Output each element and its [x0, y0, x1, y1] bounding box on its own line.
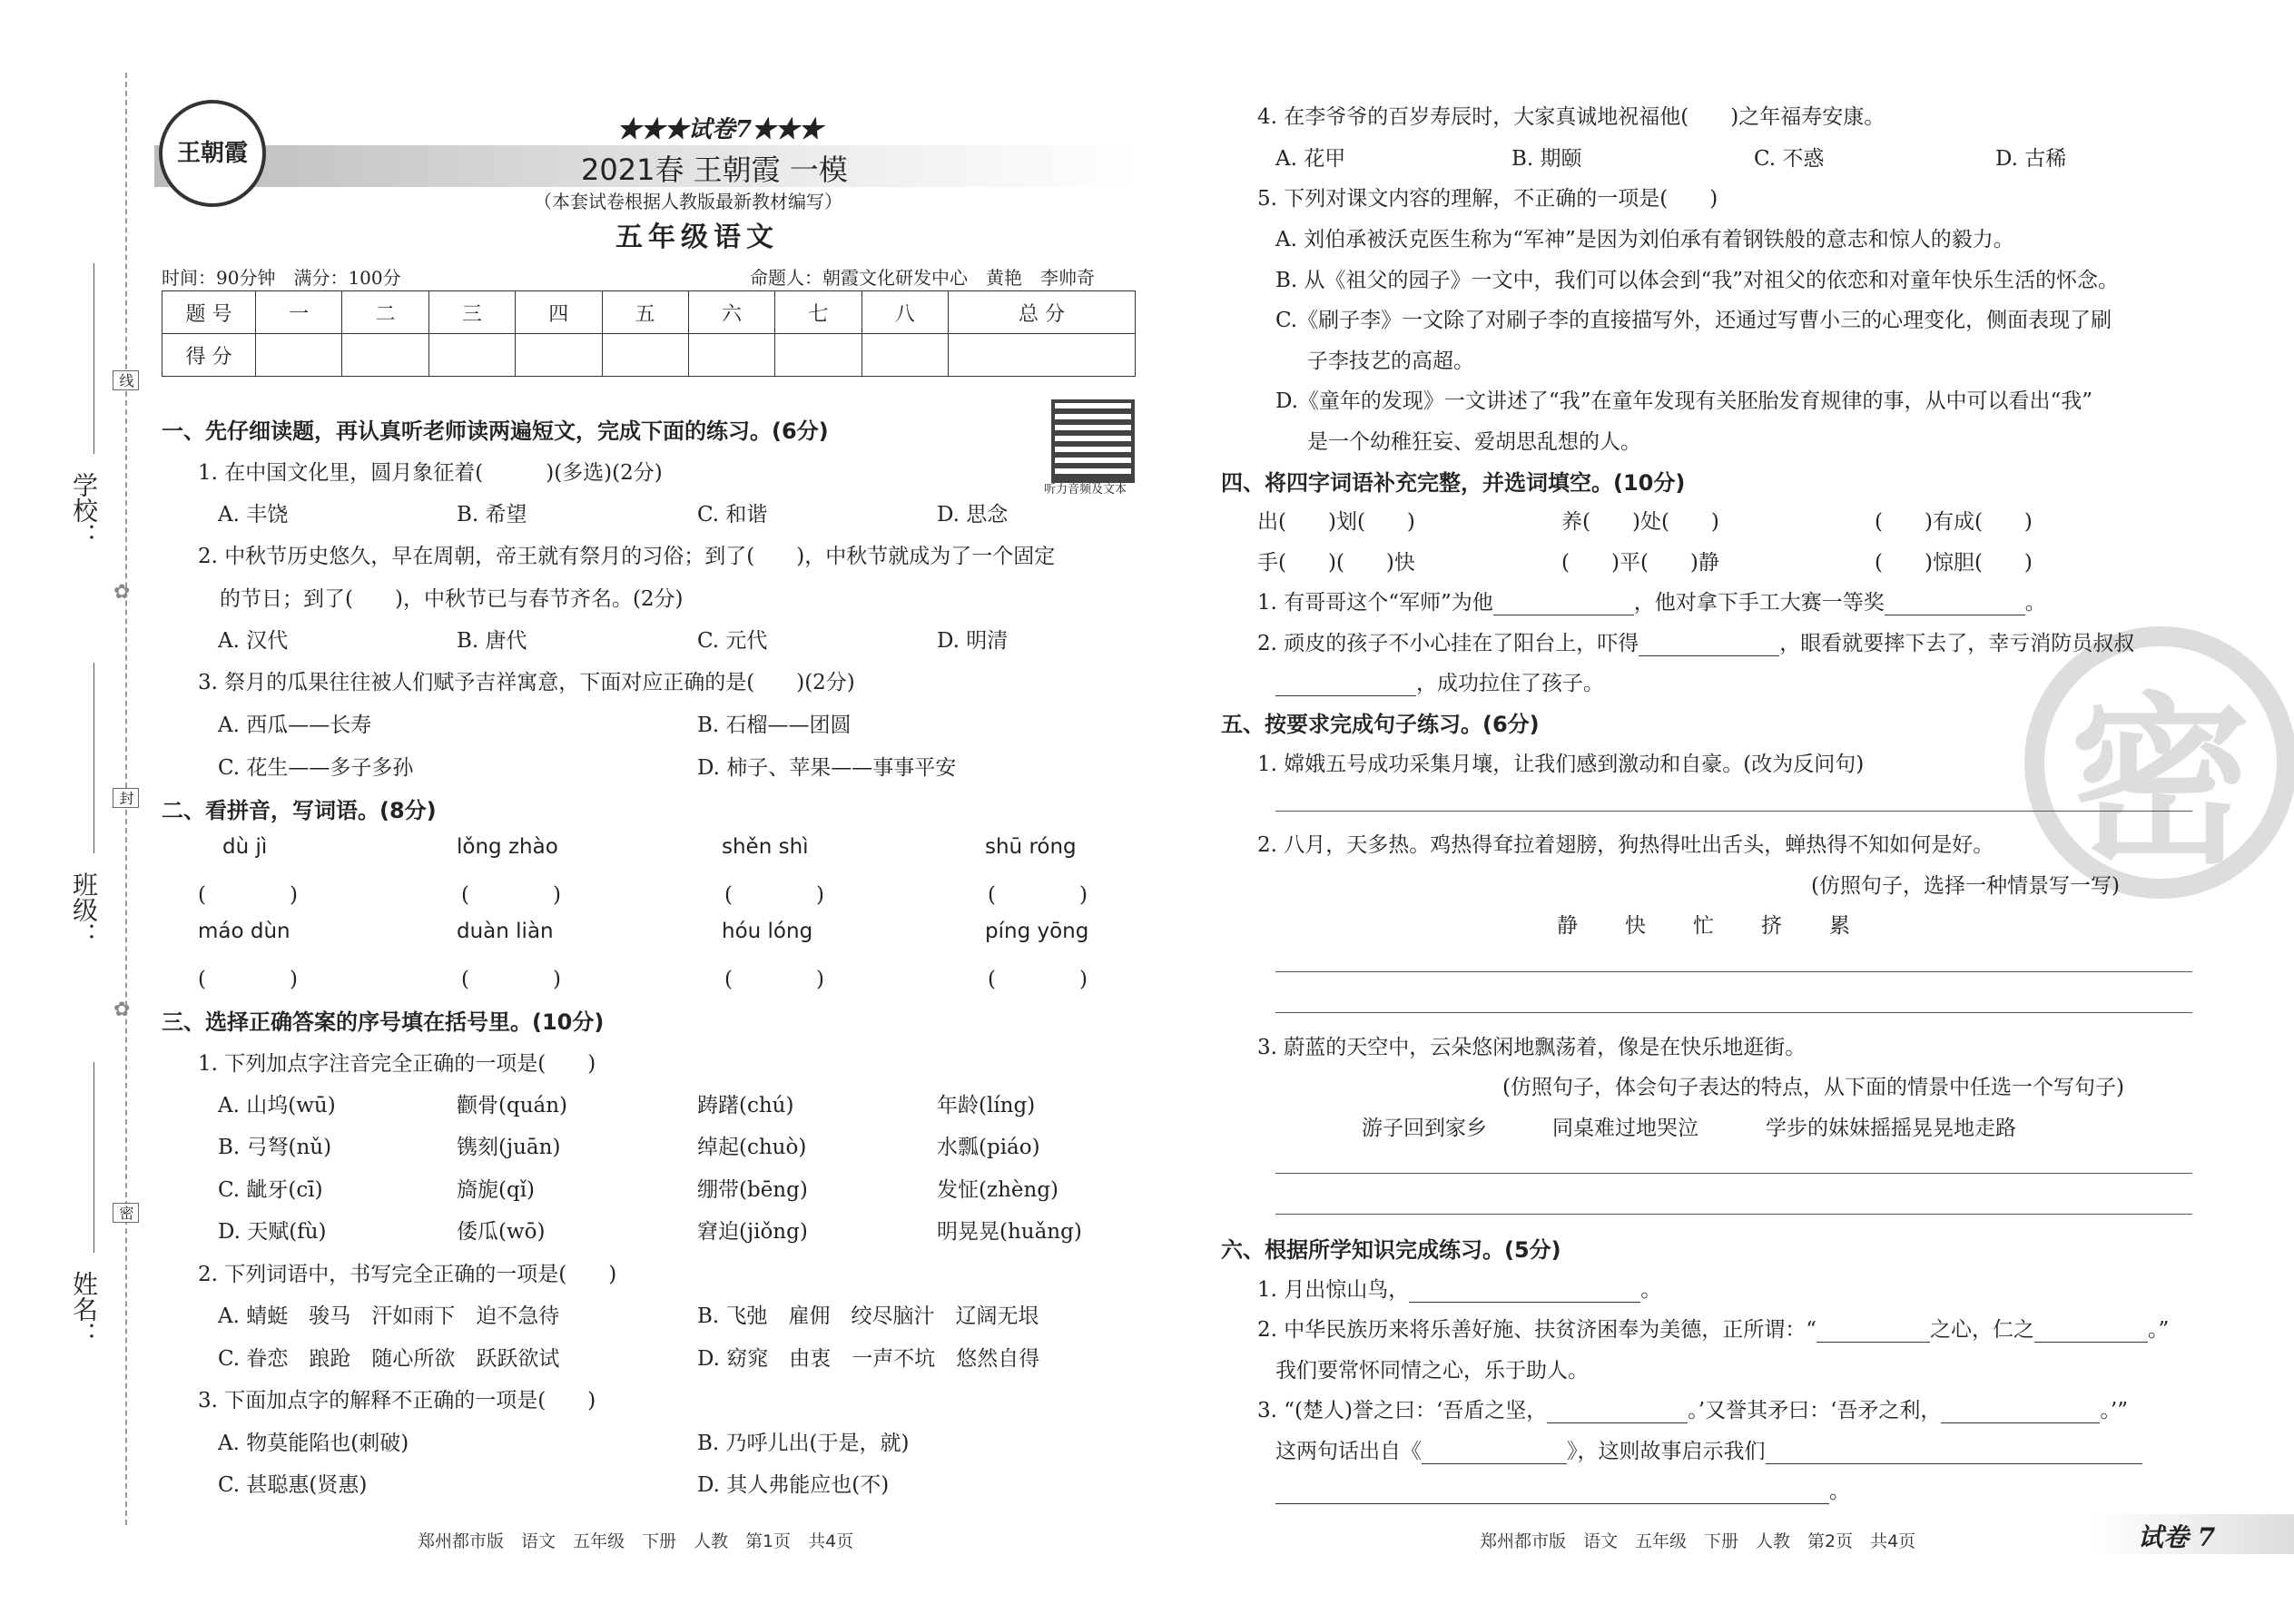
- s4-q1: [1257, 586, 2046, 615]
- s5-q3-opt: 同桌难过地哭泣: [1552, 1117, 1698, 1140]
- name-label: 姓名：: [69, 1271, 99, 1347]
- exam-title: 2021春 王朝霞 一模: [581, 153, 848, 187]
- score-cell[interactable]: [949, 334, 1136, 377]
- section-4-title: 四、将四字词语补充完整，并选词填空。(10分): [1221, 470, 1686, 496]
- s3-q1-cell: D. 天赋(fù): [218, 1220, 327, 1244]
- s3-q1-cell: 年龄(líng): [937, 1094, 1036, 1117]
- section-5-title: 五、按要求完成句子练习。(6分): [1221, 712, 1540, 737]
- s4-word[interactable]: 养( )处( ): [1561, 510, 1719, 534]
- s3-q3-opt: C. 甚聪惠(贤惠): [218, 1473, 368, 1497]
- s3-q1-cell: 颧骨(quán): [457, 1094, 568, 1117]
- exam-subtitle: （本套试卷根据人教版最新教材编写）: [534, 191, 842, 212]
- score-header: 总 分: [949, 291, 1136, 334]
- s5-q3-opt: 学步的妹妹摇摇晃晃地走路: [1766, 1117, 2016, 1140]
- s5-q3-opt: 游子回到家乡: [1362, 1117, 1487, 1140]
- s6-q3-cont: [1275, 1434, 2142, 1464]
- s4-q2: [1257, 626, 2134, 656]
- s3-q1-cell: 发怔(zhèng): [937, 1178, 1059, 1202]
- s4-q2-text-a: 2. 顽皮的孩子不小心挂在了阳台上，吓得: [1257, 632, 1639, 655]
- s1-q1-opt: A. 丰饶: [218, 503, 289, 527]
- pinyin: hóu lóng: [722, 920, 813, 943]
- s6-q3-text-c: 。’”: [2100, 1399, 2128, 1422]
- qr-code: [1051, 399, 1135, 483]
- s4-q1-text-b: ，他对拿下手工大赛一等奖: [1633, 591, 1885, 615]
- answer-paren[interactable]: ( ): [988, 968, 1088, 991]
- pinyin: duàn liàn: [457, 920, 554, 943]
- s3-q1-cell: 倭瓜(wō): [457, 1220, 546, 1244]
- pinyin: shū róng: [985, 835, 1077, 859]
- s1-q1-opt: D. 思念: [937, 503, 1009, 527]
- s6-q1-text-a: 1. 月出惊山鸟，: [1257, 1278, 1410, 1302]
- score-header: 二: [342, 291, 428, 334]
- s3-q2-opt: A. 蜻蜓 骏马 汗如雨下 迫不急待: [218, 1304, 560, 1328]
- s3-q1-cell: 水瓢(piáo): [937, 1136, 1040, 1159]
- s3-q4-opt: A. 花甲: [1275, 147, 1346, 171]
- s4-word[interactable]: ( )平( )静: [1561, 551, 1719, 575]
- answer-paren[interactable]: ( ): [724, 968, 824, 991]
- answer-line[interactable]: [1275, 971, 2192, 972]
- blank[interactable]: [1409, 1282, 1640, 1303]
- s3-q1-cell: 绷带(bēng): [697, 1178, 808, 1202]
- s3-q3-opt: A. 物莫能陷也(刺破): [218, 1432, 409, 1455]
- blank[interactable]: [1816, 1322, 1930, 1343]
- s5-q2-word: 忙: [1693, 914, 1714, 938]
- pinyin: dù jì: [222, 835, 268, 859]
- s5-q2-word: 累: [1829, 914, 1850, 938]
- answer-paren[interactable]: ( ): [461, 883, 561, 907]
- s1-q2-opt: C. 元代: [697, 629, 768, 653]
- s3-q2-opt: D. 窈窕 由衷 一声不坑 悠然自得: [697, 1347, 1040, 1371]
- s3-q3-opt: D. 其人弗能应也(不): [697, 1473, 890, 1497]
- answer-paren[interactable]: ( ): [461, 968, 561, 991]
- pinyin: lǒng zhào: [457, 835, 558, 859]
- s3-q1: 1. 下列加点字注音完全正确的一项是( ): [198, 1052, 596, 1076]
- pinyin: shěn shì: [722, 835, 809, 859]
- s6-q3-end: [1275, 1474, 1850, 1504]
- s3-q4-opt: B. 期颐: [1511, 147, 1582, 171]
- blank[interactable]: [1275, 675, 1416, 696]
- s3-q4: 4. 在李爷爷的百岁寿辰时，大家真诚地祝福他( )之年福寿安康。: [1257, 105, 1885, 129]
- s4-q2-text-c: ，成功拉住了孩子。: [1416, 672, 1604, 695]
- score-cell[interactable]: [516, 334, 602, 377]
- s3-q5-d2: 是一个幼稚狂妄、爱胡思乱想的人。: [1307, 430, 1641, 454]
- s5-q2-word: 挤: [1761, 914, 1782, 938]
- s6-q3-text-d: 这两句话出自《: [1275, 1440, 1422, 1463]
- score-header: 题 号: [162, 291, 256, 334]
- s6-q3-text-a: 3. “(楚人)誉之曰：‘吾盾之坚，: [1257, 1399, 1548, 1422]
- score-cell[interactable]: [256, 334, 342, 377]
- answer-paren[interactable]: ( ): [724, 883, 824, 907]
- score-header: 五: [602, 291, 688, 334]
- s1-q2-opt: A. 汉代: [218, 629, 289, 653]
- s1-q2a: 2. 中秋节历史悠久，早在周朝，帝王就有祭月的习俗；到了( )，中秋节就成为了一个固定: [198, 545, 1056, 568]
- s1-q3-opt: B. 石榴——团圆: [697, 714, 852, 737]
- s3-q3-opt: B. 乃呼儿出(于是，就): [697, 1432, 910, 1455]
- blank[interactable]: [1941, 1403, 2100, 1423]
- authors: 命题人：朝霞文化研发中心 黄艳 李帅奇: [750, 267, 1095, 289]
- s1-q3: 3. 祭月的瓜果往往被人们赋予吉祥寓意，下面对应正确的是( )(2分): [198, 671, 855, 694]
- s3-q4-opt: D. 古稀: [1995, 147, 2067, 171]
- s5-q2: 2. 八月，天多热。鸡热得耷拉着翅膀，狗热得吐出舌头，蝉热得不知如何是好。: [1257, 833, 1994, 857]
- s1-q1-opt: C. 和谐: [697, 503, 768, 527]
- s5-q3: 3. 蔚蓝的天空中，云朵悠闲地飘荡着，像是在快乐地逛街。: [1257, 1036, 1807, 1059]
- s6-q3-text-b: 。’又誉其矛曰：‘吾矛之利，: [1688, 1399, 1942, 1422]
- s3-q1-cell: 明晃晃(huǎng): [937, 1220, 1082, 1244]
- score-header: 七: [775, 291, 861, 334]
- s6-q2-text-a: 2. 中华民族历来将乐善好施、扶贫济困奉为美德，正所谓：“: [1257, 1318, 1817, 1342]
- class-label: 班级：: [69, 871, 99, 948]
- s3-q1-cell: C. 龇牙(cī): [218, 1178, 323, 1202]
- s1-q3-opt: D. 柿子、苹果——事事平安: [697, 756, 957, 780]
- mark-line: 线: [113, 370, 139, 390]
- answer-paren[interactable]: ( ): [988, 883, 1088, 907]
- s3-q1-cell: 绰起(chuò): [697, 1136, 807, 1159]
- s3-q5-c2: 子李技艺的高超。: [1307, 349, 1474, 373]
- s1-q2b: 的节日；到了( )，中秋节已与春节齐名。(2分): [220, 587, 684, 611]
- footer-right: 郑州都市版 语文 五年级 下册 人教 第2页 共4页: [1480, 1531, 1916, 1551]
- answer-line[interactable]: [1275, 811, 2192, 812]
- blank[interactable]: [1275, 1483, 1829, 1504]
- score-cell[interactable]: [775, 334, 861, 377]
- s1-q3-opt: C. 花生——多子多孙: [218, 756, 414, 780]
- s6-q3-text-e: 》，这则故事启示我们: [1567, 1440, 1766, 1463]
- s6-q1: [1257, 1273, 1661, 1303]
- mark-seal: 封: [113, 788, 139, 808]
- s5-q2-word: 快: [1625, 914, 1646, 938]
- footer-left: 郑州都市版 语文 五年级 下册 人教 第1页 共4页: [418, 1531, 854, 1551]
- school-label: 学校：: [69, 472, 99, 548]
- s3-q5-d1: D.《童年的发现》一文讲述了“我”在童年发现有关胚胎发育规律的事，从中可以看出“我”: [1275, 389, 2092, 413]
- s4-word[interactable]: 手( )( )快: [1257, 551, 1415, 575]
- s4-q2-text-b: ，眼看就要摔下去了，幸亏消防员叔叔: [1779, 632, 2135, 655]
- subject-title: 五年级语文: [615, 221, 779, 253]
- s3-q5-a: A. 刘伯承被沃克医生称为“军神”是因为刘伯承有着钢铁般的意志和惊人的毅力。: [1275, 228, 2014, 251]
- answer-paren[interactable]: ( ): [198, 883, 298, 907]
- s3-q5-b: B. 从《祖父的园子》一文中，我们可以体会到“我”对祖父的依恋和对童年快乐生活的怀念。: [1275, 269, 2120, 292]
- answer-paren[interactable]: ( ): [198, 968, 298, 991]
- s6-q2-text-c: 。”: [2148, 1318, 2170, 1342]
- s3-q1-cell: 踌躇(chú): [697, 1094, 794, 1117]
- logo: 王朝霞: [159, 100, 266, 207]
- section-3-title: 三、选择正确答案的序号填在括号里。(10分): [162, 1009, 605, 1035]
- section-2-title: 二、看拼音，写词语。(8分): [162, 798, 437, 823]
- s4-q2-cont: [1275, 666, 1604, 696]
- qr-caption: 听力音频及文本: [1044, 483, 1127, 497]
- blank[interactable]: [1422, 1443, 1567, 1464]
- score-cell[interactable]: [688, 334, 774, 377]
- s6-q1-text-b: 。: [1640, 1278, 1662, 1302]
- score-cell[interactable]: [602, 334, 688, 377]
- s6-q2: [1257, 1313, 2169, 1343]
- s5-q2-word: 静: [1557, 914, 1578, 938]
- s4-word[interactable]: ( )惊胆( ): [1875, 551, 2033, 575]
- footer-tag-text: 试卷 7: [2138, 1522, 2216, 1552]
- pinyin: píng yōng: [985, 920, 1089, 943]
- answer-line[interactable]: [1275, 1173, 2192, 1174]
- s1-q2-opt: B. 唐代: [457, 629, 527, 653]
- watermark: 密: [2024, 626, 2294, 899]
- blank[interactable]: [1885, 595, 2025, 615]
- s3-q2-opt: B. 飞弛 雇佣 绞尽脑汁 辽阔无垠: [697, 1304, 1039, 1328]
- score-header: 六: [688, 291, 774, 334]
- s3-q4-opt: C. 不惑: [1754, 147, 1825, 171]
- s3-q5-c1: C.《刷子李》一文除了对刷子李的直接描写外，还通过写曹小三的心理变化，侧面表现了刷: [1275, 309, 2112, 332]
- series-label: ★★★试卷7★★★: [617, 116, 823, 143]
- s3-q1-cell: 窘迫(jiǒng): [697, 1220, 808, 1244]
- blank[interactable]: [1547, 1403, 1688, 1423]
- s1-q2-opt: D. 明清: [937, 629, 1009, 653]
- s3-q2-opt: C. 眷恋 踉跄 随心所欲 跃跃欲试: [218, 1347, 560, 1371]
- answer-line[interactable]: [1275, 1012, 2192, 1013]
- s3-q1-cell: 镌刻(juān): [457, 1136, 561, 1159]
- s1-q1: 1. 在中国文化里，圆月象征着( )(多选)(2分): [198, 461, 663, 485]
- pinyin: máo dùn: [198, 920, 290, 943]
- score-row-label: 得 分: [162, 334, 256, 377]
- score-header: 一: [256, 291, 342, 334]
- section-1-title: 一、先仔细读题，再认真听老师读两遍短文，完成下面的练习。(6分): [162, 418, 829, 444]
- score-header: 八: [861, 291, 948, 334]
- s6-q2-d: 我们要常怀同情之心，乐于助人。: [1275, 1359, 1589, 1383]
- s6-q2-text-b: 之心，仁之: [1930, 1318, 2035, 1342]
- s3-q1-cell: A. 山坞(wū): [218, 1094, 336, 1117]
- blank[interactable]: [1493, 595, 1634, 615]
- blank[interactable]: [1639, 635, 1779, 656]
- flower-icon: ✿: [113, 581, 131, 604]
- score-cell[interactable]: [861, 334, 948, 377]
- s1-q1-opt: B. 希望: [457, 503, 527, 527]
- score-header: 四: [516, 291, 602, 334]
- s6-q3: [1257, 1393, 2128, 1423]
- time-score: 时间：90分钟 满分：100分: [162, 267, 401, 289]
- score-header: 三: [428, 291, 515, 334]
- s5-q1: 1. 嫦娥五号成功采集月壤，让我们感到激动和自豪。(改为反问句): [1257, 753, 1865, 776]
- answer-line[interactable]: [1275, 1214, 2192, 1215]
- s1-q3-opt: A. 西瓜——长寿: [218, 714, 372, 737]
- blank[interactable]: [1766, 1443, 2142, 1464]
- score-table: [162, 290, 1136, 377]
- section-6-title: 六、根据所学知识完成练习。(5分): [1221, 1237, 1561, 1263]
- s4-word[interactable]: 出( )划( ): [1257, 510, 1415, 534]
- blank[interactable]: [2034, 1322, 2148, 1343]
- score-cell[interactable]: [428, 334, 515, 377]
- s4-word[interactable]: ( )有成( ): [1875, 510, 2033, 534]
- score-cell[interactable]: [342, 334, 428, 377]
- s4-q1-text-c: 。: [2024, 591, 2046, 615]
- s3-q1-cell: B. 弓弩(nǔ): [218, 1136, 332, 1159]
- s6-q3-text-f: 。: [1829, 1480, 1850, 1503]
- s3-q1-cell: 旖旎(qǐ): [457, 1178, 536, 1202]
- flower-icon: ✿: [113, 999, 131, 1021]
- s5-q3-hint: (仿照句子，体会句子表达的特点，从下面的情景中任选一个写句子): [1502, 1076, 2124, 1099]
- s3-q2: 2. 下列词语中，书写完全正确的一项是( ): [198, 1263, 617, 1286]
- s5-q2-hint: (仿照句子，选择一种情景写一写): [1811, 874, 2120, 898]
- s3-q3: 3. 下面加点字的解释不正确的一项是( ): [198, 1389, 596, 1412]
- s4-q1-text-a: 1. 有哥哥这个“军师”为他: [1257, 591, 1493, 615]
- s3-q5: 5. 下列对课文内容的理解，不正确的一项是( ): [1257, 187, 1718, 211]
- mark-secret: 密: [113, 1203, 139, 1223]
